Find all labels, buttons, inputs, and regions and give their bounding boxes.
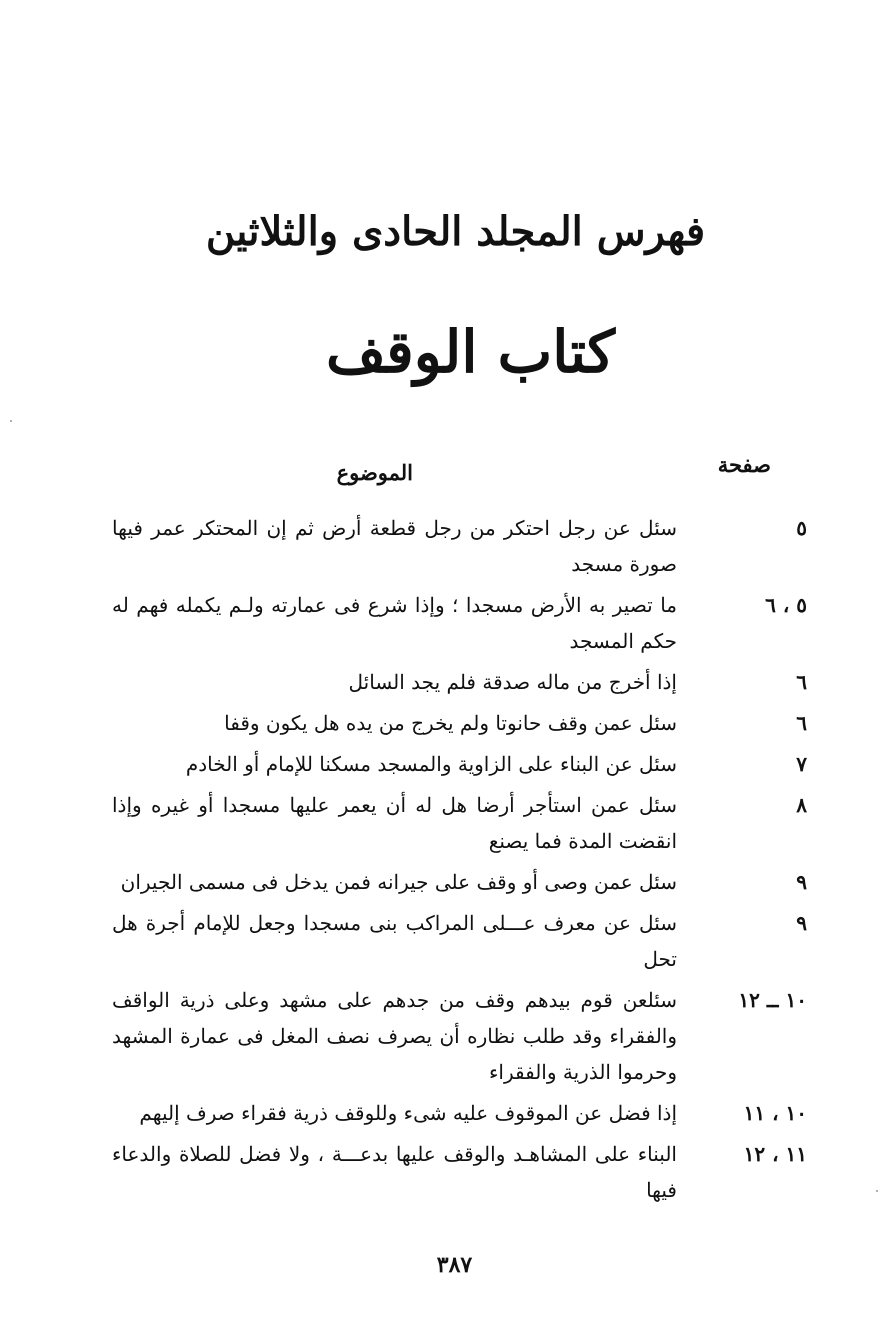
index-entry (77, 1095, 807, 1131)
index-entry (77, 664, 807, 700)
index-entry (77, 1136, 807, 1208)
column-header-topic: الموضوع (336, 460, 413, 485)
index-entry (77, 587, 807, 659)
index-entry (77, 864, 807, 900)
entry-page-number: ٧ (796, 752, 807, 776)
scan-speck (10, 420, 12, 422)
column-header-page: صفحة (717, 452, 771, 477)
index-entry (77, 705, 807, 741)
entry-page-number: ٩ (796, 870, 807, 894)
index-entries (77, 510, 807, 1213)
entry-topic: إذا فضل عن الموقوف عليه شىء وللوقف ذرية فقراء صرف إليهم (139, 1101, 677, 1125)
entry-topic: سئل عن معرف عـــلى المراكب بنى مسجدا وجعل للإمام أجرة هل تحل (112, 911, 677, 971)
entry-page-number: ٩ (796, 911, 807, 935)
entry-topic: البناء على المشاهـد والوقف عليها بدعـــة ، ولا فضل للصلاة والدعاء فيها (112, 1142, 677, 1202)
index-entry (77, 746, 807, 782)
index-entry (77, 982, 807, 1090)
entry-page-number: ١٠ ــ ١٢ (738, 988, 807, 1012)
entry-topic: سئل عن رجل احتكر من رجل قطعة أرض ثم إن المحتكر عمر فيها صورة مسجد (112, 516, 677, 576)
page-number: ٣٨٧ (436, 1252, 473, 1278)
entry-page-number: ٨ (796, 793, 807, 817)
index-entry (77, 510, 807, 582)
scan-speck (876, 1190, 878, 1192)
entry-page-number: ١١ ، ١٢ (743, 1142, 807, 1166)
book-title: كتاب الوقف (325, 318, 616, 386)
index-title: فهرس المجلد الحادى والثلاثين (205, 208, 706, 255)
entry-topic: سئل عمن استأجر أرضا هل له أن يعمر عليها مسجدا أو غيره وإذا انقضت المدة فما يصنع (112, 793, 677, 853)
entry-topic: سئل عمن وقف حانوتا ولم يخرج من يده هل يكون وقفا (224, 711, 677, 735)
entry-page-number: ٦ (796, 711, 807, 735)
index-entry (77, 787, 807, 859)
entry-topic: ما تصير به الأرض مسجدا ؛ وإذا شرع فى عمارته ولـم يكمله فهم له حكم المسجد (112, 593, 677, 653)
entry-topic: سئل عمن وصى أو وقف على جيرانه فمن يدخل فى مسمى الجيران (120, 870, 677, 894)
entry-page-number: ٦ (796, 670, 807, 694)
entry-topic: إذا أخرج من ماله صدقة فلم يجد السائل (348, 670, 677, 694)
entry-page-number: ٥ (796, 516, 807, 540)
entry-page-number: ١٠ ، ١١ (743, 1101, 807, 1125)
entry-topic: سئلعن قوم بيدهم وقف من جدهم على مشهد وعلى ذرية الواقف والفقراء وقد طلب نظاره أن يصرف نصف المغل فى عمارة المشهد وحرموا الذرية والفقراء (112, 988, 677, 1084)
index-entry (77, 905, 807, 977)
entry-page-number: ٥ ، ٦ (765, 593, 807, 617)
entry-topic: سئل عن البناء على الزاوية والمسجد مسكنا للإمام أو الخادم (185, 752, 677, 776)
